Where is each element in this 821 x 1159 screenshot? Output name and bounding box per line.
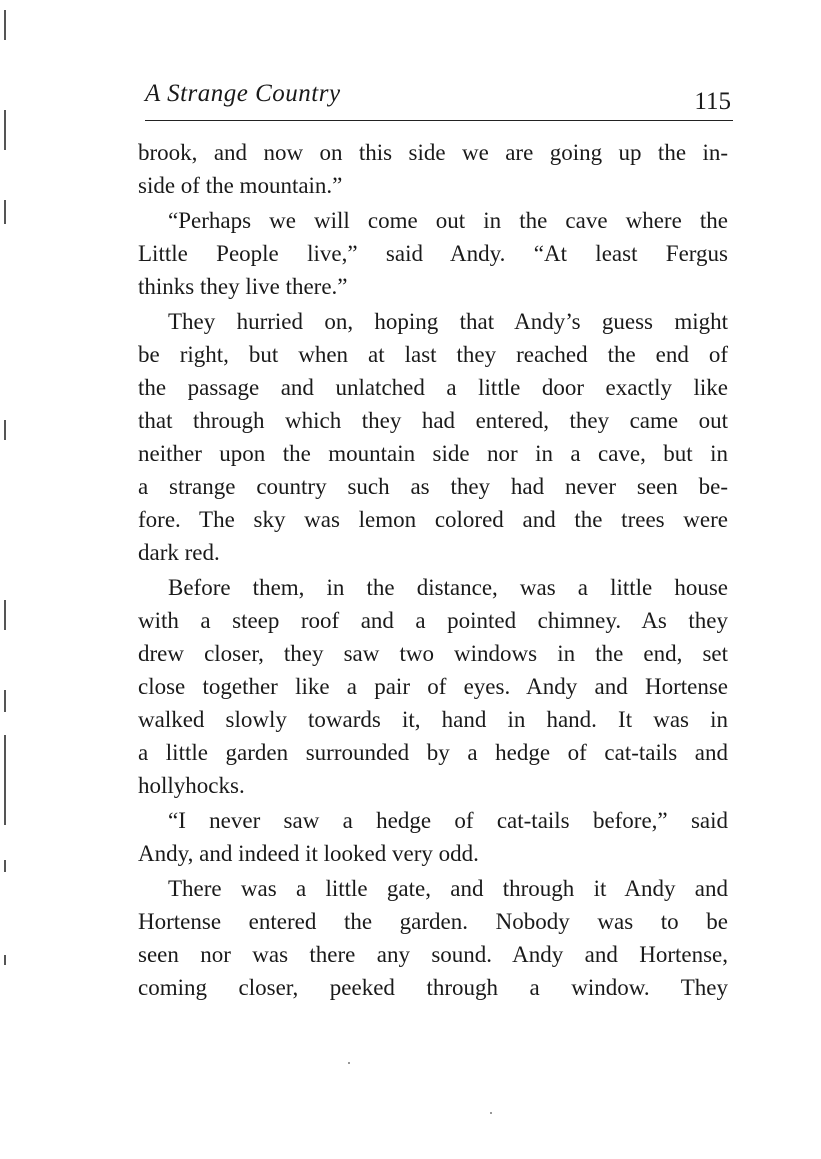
binding-mark — [4, 735, 6, 825]
binding-mark — [4, 690, 6, 712]
text-line: Andy, and indeed it looked very odd. — [138, 841, 479, 866]
binding-mark — [4, 110, 6, 150]
binding-edge — [0, 0, 24, 1159]
text-line: There was a little gate, and through it Andy and — [168, 876, 728, 901]
page-number: 115 — [694, 88, 731, 115]
text-line: “I never saw a hedge of cat-tails before,” said — [168, 808, 728, 833]
binding-mark — [4, 200, 6, 224]
text-line: brook, and now on this side we are going up the in- — [138, 140, 728, 165]
text-line: drew closer, they saw two windows in the end, set — [138, 641, 728, 666]
text-line: “Perhaps we will come out in the cave where the — [168, 208, 728, 233]
binding-mark — [4, 600, 6, 630]
binding-mark — [4, 420, 6, 440]
text-line: dark red. — [138, 540, 220, 565]
text-line: coming closer, peeked through a window. They — [138, 975, 728, 1000]
paper-speck — [348, 1062, 350, 1064]
page-header — [145, 78, 733, 121]
text-line: They hurried on, hoping that Andy’s guess might — [168, 309, 728, 334]
text-line: neither upon the mountain side nor in a cave, but in — [138, 441, 728, 466]
text-line: fore. The sky was lemon colored and the trees were — [138, 507, 728, 532]
text-line: that through which they had entered, they came out — [138, 408, 728, 433]
text-line: seen nor was there any sound. Andy and Hortense, — [138, 942, 728, 967]
text-line: Hortense entered the garden. Nobody was to be — [138, 909, 728, 934]
text-line: a strange country such as they had never seen be- — [138, 474, 728, 499]
text-line: the passage and unlatched a little door exactly like — [138, 375, 728, 400]
paper-speck — [490, 1112, 492, 1114]
text-line: side of the mountain.” — [138, 173, 343, 198]
text-line: walked slowly towards it, hand in hand. It was in — [138, 707, 728, 732]
binding-mark — [4, 955, 6, 965]
text-line: with a steep roof and a pointed chimney. As they — [138, 608, 728, 633]
running-title: A Strange Country — [145, 80, 341, 107]
text-line: thinks they live there.” — [138, 274, 348, 299]
text-line: Before them, in the distance, was a little house — [168, 575, 728, 600]
text-line: Little People live,” said Andy. “At least Fergus — [138, 241, 728, 266]
text-line: close together like a pair of eyes. Andy and Hortense — [138, 674, 728, 699]
page-body — [138, 136, 728, 1004]
text-line: hollyhocks. — [138, 773, 245, 798]
binding-mark — [4, 10, 6, 40]
text-line: be right, but when at last they reached the end of — [138, 342, 728, 367]
text-line: a little garden surrounded by a hedge of cat-tails and — [138, 740, 728, 765]
binding-mark — [4, 860, 6, 872]
